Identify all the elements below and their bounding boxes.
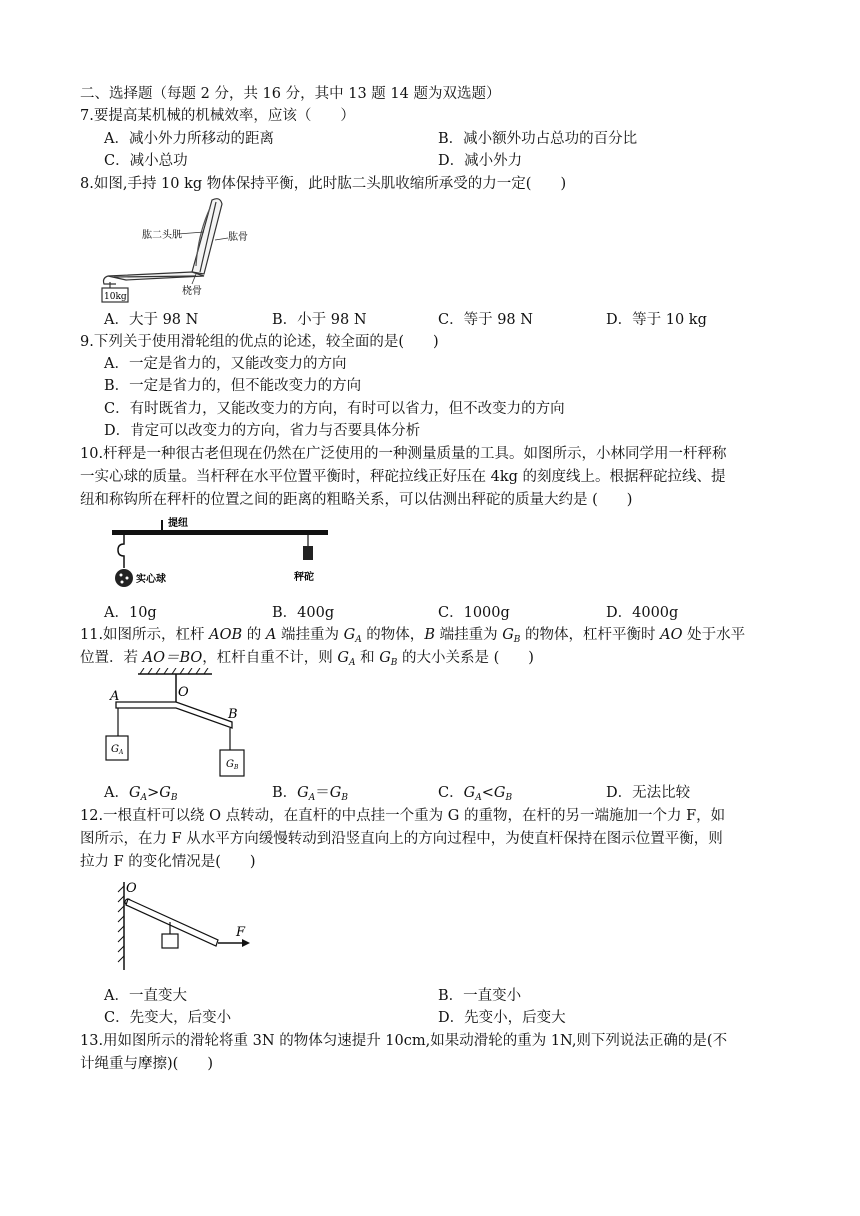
q13-stem-line1: 13.用如图所示的滑轮将重 3N 的物体匀速提升 10cm,如果动滑轮的重为 1N,则下列说法正确的是(不 bbox=[80, 1033, 728, 1049]
q10-option-c: C．1000g bbox=[438, 605, 510, 621]
q13-stem-line2: 计绳重与摩擦)( ) bbox=[80, 1056, 213, 1072]
q7-option-a: A．减小外力所移动的距离 bbox=[104, 131, 274, 147]
solid-ball bbox=[115, 569, 133, 587]
q11-stem-line1: 11.如图所示，杠杆 AOB 的 A 端挂重为 $G_A$ 的物体，B 端挂重为 $G_B$ 的物体，杠杆平衡时 AO 处于水平 bbox=[80, 627, 746, 645]
q11-option-b: B．$G_A=G_B$ bbox=[272, 785, 348, 803]
q7-option-b: B．减小额外功占总功的百分比 bbox=[438, 131, 638, 147]
humerus-label: 肱骨 bbox=[228, 232, 248, 243]
q12-option-a: A．一直变大 bbox=[104, 988, 187, 1004]
q8-option-c: C．等于 98 N bbox=[438, 312, 533, 328]
weight-g bbox=[162, 934, 178, 948]
weight-label: 10kg bbox=[104, 292, 127, 302]
q10-option-a: A．10g bbox=[104, 605, 157, 621]
q10-stem-line3: 纽和称钩所在秤杆的位置之间的距离的粗略关系，可以估测出秤砣的质量大约是 ( ) bbox=[80, 492, 633, 508]
q8-option-a: A．大于 98 N bbox=[104, 312, 199, 328]
steelyard-beam bbox=[112, 530, 328, 535]
q10-stem-line1: 10.杆秤是一种很古老但现在仍然在广泛使用的一种测量质量的工具。如图所示，小林同学用一杆秤称 bbox=[80, 446, 727, 462]
q12-stem-line3: 拉力 F 的变化情况是( ) bbox=[80, 854, 256, 870]
lever-bar bbox=[116, 702, 232, 728]
q7-option-c: C．减小总功 bbox=[104, 153, 188, 169]
q11-option-d: D．无法比较 bbox=[606, 785, 691, 801]
svg-text:GA: $G_A$ bbox=[111, 744, 124, 756]
counterweight bbox=[303, 546, 313, 560]
q9-option-b: B．一定是省力的，但不能改变力的方向 bbox=[104, 378, 362, 394]
q11-option-a: A．$G_A>G_B$ bbox=[104, 785, 178, 803]
q10-stem-line2: 一实心球的质量。当杆秤在水平位置平衡时，秤砣拉线正好压在 4kg 的刻度线上。根据秤砣拉线、提 bbox=[80, 469, 726, 485]
q8-stem: 8.如图,手持 10 kg 物体保持平衡，此时肱二头肌收缩所承受的力一定( ) bbox=[80, 176, 567, 192]
q9-option-d: D．肯定可以改变力的方向，省力与否要具体分析 bbox=[104, 423, 421, 439]
q12-option-b: B．一直变小 bbox=[438, 988, 522, 1004]
q11-option-c: C．$G_A<G_B$ bbox=[438, 785, 513, 803]
q9-stem: 9.下列关于使用滑轮组的优点的论述，较全面的是( ) bbox=[80, 334, 439, 350]
lever-aob-figure bbox=[100, 668, 260, 780]
svg-text:F: F bbox=[236, 925, 246, 940]
q8-option-d: D．等于 10 kg bbox=[606, 312, 707, 328]
arm-figure bbox=[100, 194, 260, 306]
svg-text:A: A bbox=[110, 689, 120, 704]
ball-label: 实心球 bbox=[136, 574, 166, 585]
svg-text:GB: $G_B$ bbox=[226, 759, 239, 771]
q12-stem-line1: 12.一根直杆可以绕 O 点转动，在直杆的中点挂一个重为 G 的重物，在杆的另一端施加一个力 F，如 bbox=[80, 808, 726, 824]
q12-option-d: D．先变小，后变大 bbox=[438, 1010, 566, 1026]
svg-text:O: O bbox=[178, 685, 189, 700]
svg-text:O: O bbox=[126, 881, 137, 896]
q10-option-d: D．4000g bbox=[606, 605, 679, 621]
q7-option-d: D．减小外力 bbox=[438, 153, 523, 169]
q9-option-c: C．有时既省力，又能改变力的方向，有时可以省力，但不改变力的方向 bbox=[104, 401, 565, 417]
q9-option-a: A．一定是省力的，又能改变力的方向 bbox=[104, 356, 347, 372]
q12-option-c: C．先变大，后变小 bbox=[104, 1010, 232, 1026]
radius-label: 桡骨 bbox=[182, 286, 202, 297]
weight-label: 秤砣 bbox=[294, 572, 314, 583]
lever-force-figure bbox=[112, 876, 262, 976]
q8-option-b: B．小于 98 N bbox=[272, 312, 367, 328]
biceps-label: 肱二头肌 bbox=[142, 230, 182, 241]
svg-text:B: B bbox=[228, 707, 238, 722]
steelyard-figure bbox=[104, 516, 336, 594]
q10-option-b: B．400g bbox=[272, 605, 335, 621]
section-title: 二、选择题（每题 2 分，共 16 分，其中 13 题 14 题为双选题） bbox=[80, 86, 501, 102]
knob-label: 提纽 bbox=[168, 518, 188, 529]
q11-stem-line2: 位置．若 AO＝BO，杠杆自重不计，则 $G_A$ 和 $G_B$ 的大小关系是 ( ) bbox=[80, 650, 534, 668]
q7-stem: 7.要提高某机械的机械效率，应该（ ） bbox=[80, 108, 355, 124]
q12-stem-line2: 图所示，在力 F 从水平方向缓慢转动到沿竖直向上的方向过程中，为使直杆保持在图示位置平衡，则 bbox=[80, 831, 723, 847]
hook-icon bbox=[118, 535, 124, 568]
